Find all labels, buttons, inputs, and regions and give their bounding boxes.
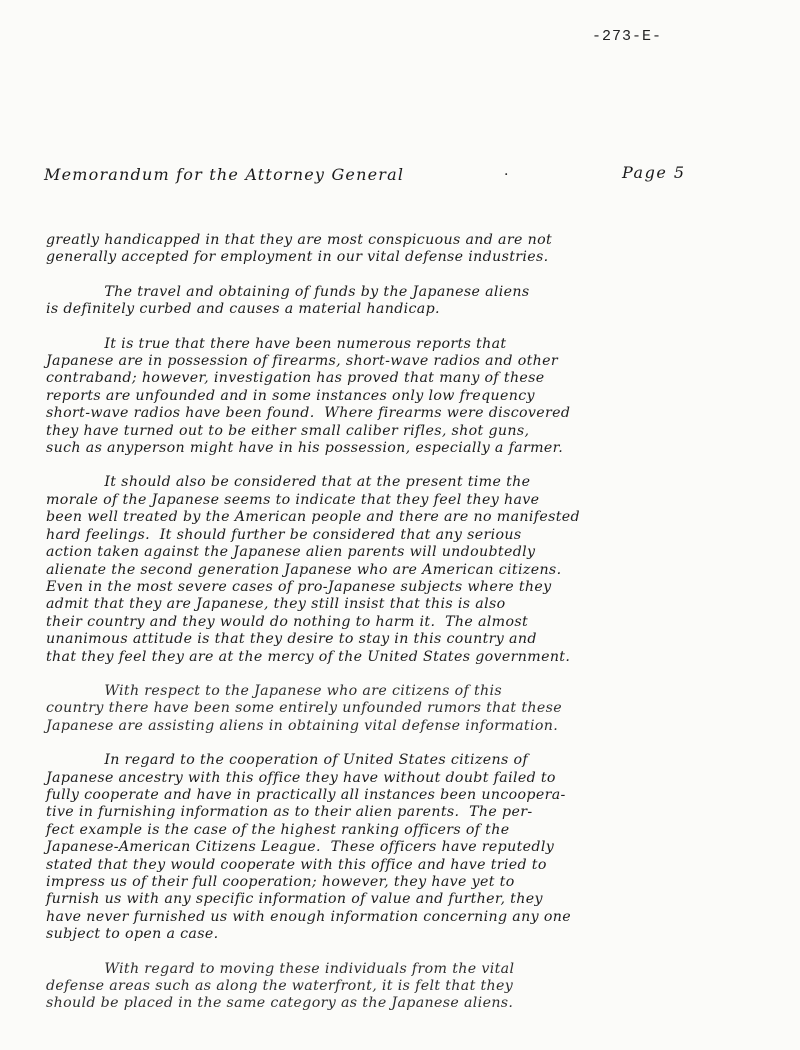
paragraph: With regard to moving these individuals from the vital defense areas such as along the waterfront, it is felt that they should be placed in the same category as the Japanese aliens. xyxy=(46,960,515,1012)
memo-body xyxy=(46,232,752,1030)
header-dot: · xyxy=(504,167,509,183)
paragraph: It is true that there have been numerous reports that Japanese are in possession of firearms, short-wave radios and other contraband; however, investigation has proved that many of these reports are unfounded and in some instances only low frequency short-wave radios have been found. Where firearms were discovered they have turned out to be either small caliber rifles, shot guns, such as anyperson might have in his possession, especially a farmer. xyxy=(46,335,571,457)
memo-title: Memorandum for the Attorney General xyxy=(44,165,405,184)
paragraph: The travel and obtaining of funds by the Japanese aliens is definitely curbed and causes a material handicap. xyxy=(46,283,530,318)
memo-header xyxy=(44,165,744,189)
paragraph: greatly handicapped in that they are most conspicuous and are not generally accepted for employment in our vital defense industries. xyxy=(46,232,553,266)
page-label: Page 5 xyxy=(622,163,686,182)
paragraph: With respect to the Japanese who are citizens of this country there have been some entirely unfounded rumors that these Japanese are assisting aliens in obtaining vital defense information. xyxy=(46,682,562,734)
paragraph: In regard to the cooperation of United States citizens of Japanese ancestry with this office they have without doubt failed to fully cooperate and have in practically all instances been uncoopera- tive in furnishing information as to their alien parents. The per- fect example is the case of the highest ranking officers of the Japanese-American Citizens League. These officers have reputedly stated that they would cooperate with this office and have tried to impress us of their full cooperation; however, they have yet to furnish us with any specific information of value and further, they have never furnished us with enough information concerning any one subject to open a case. xyxy=(46,752,571,943)
page-number: -273-E- xyxy=(592,28,663,45)
paragraph: It should also be considered that at the present time the morale of the Japanese seems to indicate that they feel they have been well treated by the American people and there are no manifested hard feelings. It should further be considered that any serious action taken against the Japanese alien parents will undoubtedly alienate the second generation Japanese who are American citizens. Even in the most severe cases of pro-Japanese subjects where they admit that they are Japanese, they still insist that this is also their country and they would do nothing to harm it. The almost unanimous attitude is that they desire to stay in this country and that they feel they are at the mercy of the United States government. xyxy=(46,474,580,665)
